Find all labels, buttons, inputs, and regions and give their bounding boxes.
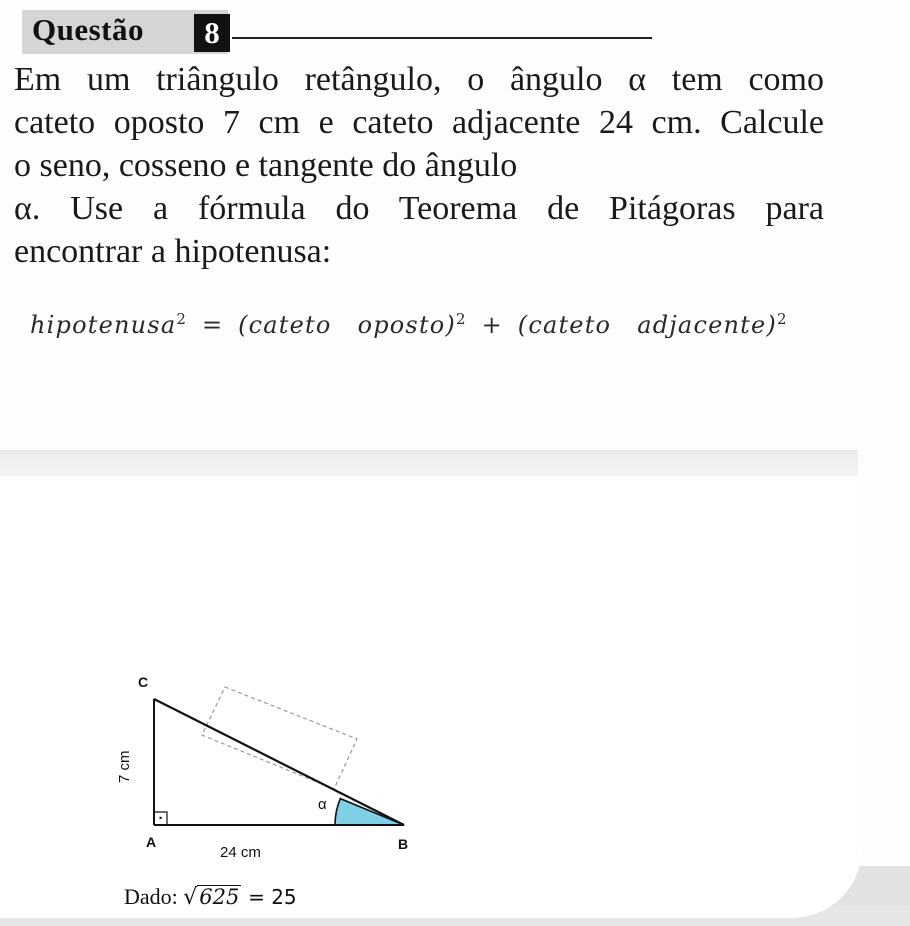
vertex-a-label: A <box>146 834 157 850</box>
pythagoras-formula <box>30 310 788 339</box>
question-number: 8 <box>194 14 230 52</box>
side-cb-hypotenuse <box>154 699 404 825</box>
header-rule <box>232 37 652 39</box>
formula-term1-b: oposto) <box>357 311 456 339</box>
formula-term2-exponent: 2 <box>776 310 788 328</box>
right-triangle-figure <box>100 665 430 865</box>
adjacent-side-label: 24 cm <box>220 844 261 861</box>
given-expression <box>183 885 296 909</box>
question-label: Questão <box>32 12 144 47</box>
vertex-b-label: B <box>398 836 409 852</box>
given-radicand: 625 <box>199 885 240 909</box>
formula-lhs-exponent: 2 <box>176 310 188 328</box>
vertex-c-label: C <box>138 674 149 690</box>
question-header <box>22 10 642 54</box>
statement-line-1: Em um triângulo retângulo, o ângulo α tem como <box>14 61 824 98</box>
statement-line-5: encontrar a hipotenusa: <box>14 233 332 270</box>
statement-line-4: α. Use a fórmula do Teorema de Pitágoras para <box>14 190 824 227</box>
given-label: Dado: <box>124 884 178 909</box>
angle-alpha-wedge <box>335 799 404 825</box>
formula-term1-a: (cateto <box>238 311 332 339</box>
angle-alpha-label: α <box>318 796 327 813</box>
opposite-side-label: 7 cm <box>116 750 133 783</box>
formula-lhs: hipotenusa <box>30 311 177 339</box>
statement-line-2: cateto oposto 7 cm e cateto adjacente 24 cm. Calcule <box>14 104 824 141</box>
formula-equals: = <box>201 311 224 339</box>
divider-band <box>0 450 858 476</box>
formula-term2-a: (cateto <box>517 311 612 339</box>
hypotenuse-dashed-box <box>202 687 357 789</box>
formula-term1-exponent: 2 <box>456 310 467 328</box>
given-note <box>124 884 297 910</box>
right-angle-dot: · <box>158 810 164 827</box>
formula-term2-b: adjacente) <box>637 311 777 339</box>
formula-plus: + <box>481 311 503 339</box>
question-statement <box>14 58 824 273</box>
statement-line-3: o seno, cosseno e tangente do ângulo <box>14 147 518 184</box>
given-result: = 25 <box>248 885 297 909</box>
sqrt-sign: √ <box>183 885 198 910</box>
